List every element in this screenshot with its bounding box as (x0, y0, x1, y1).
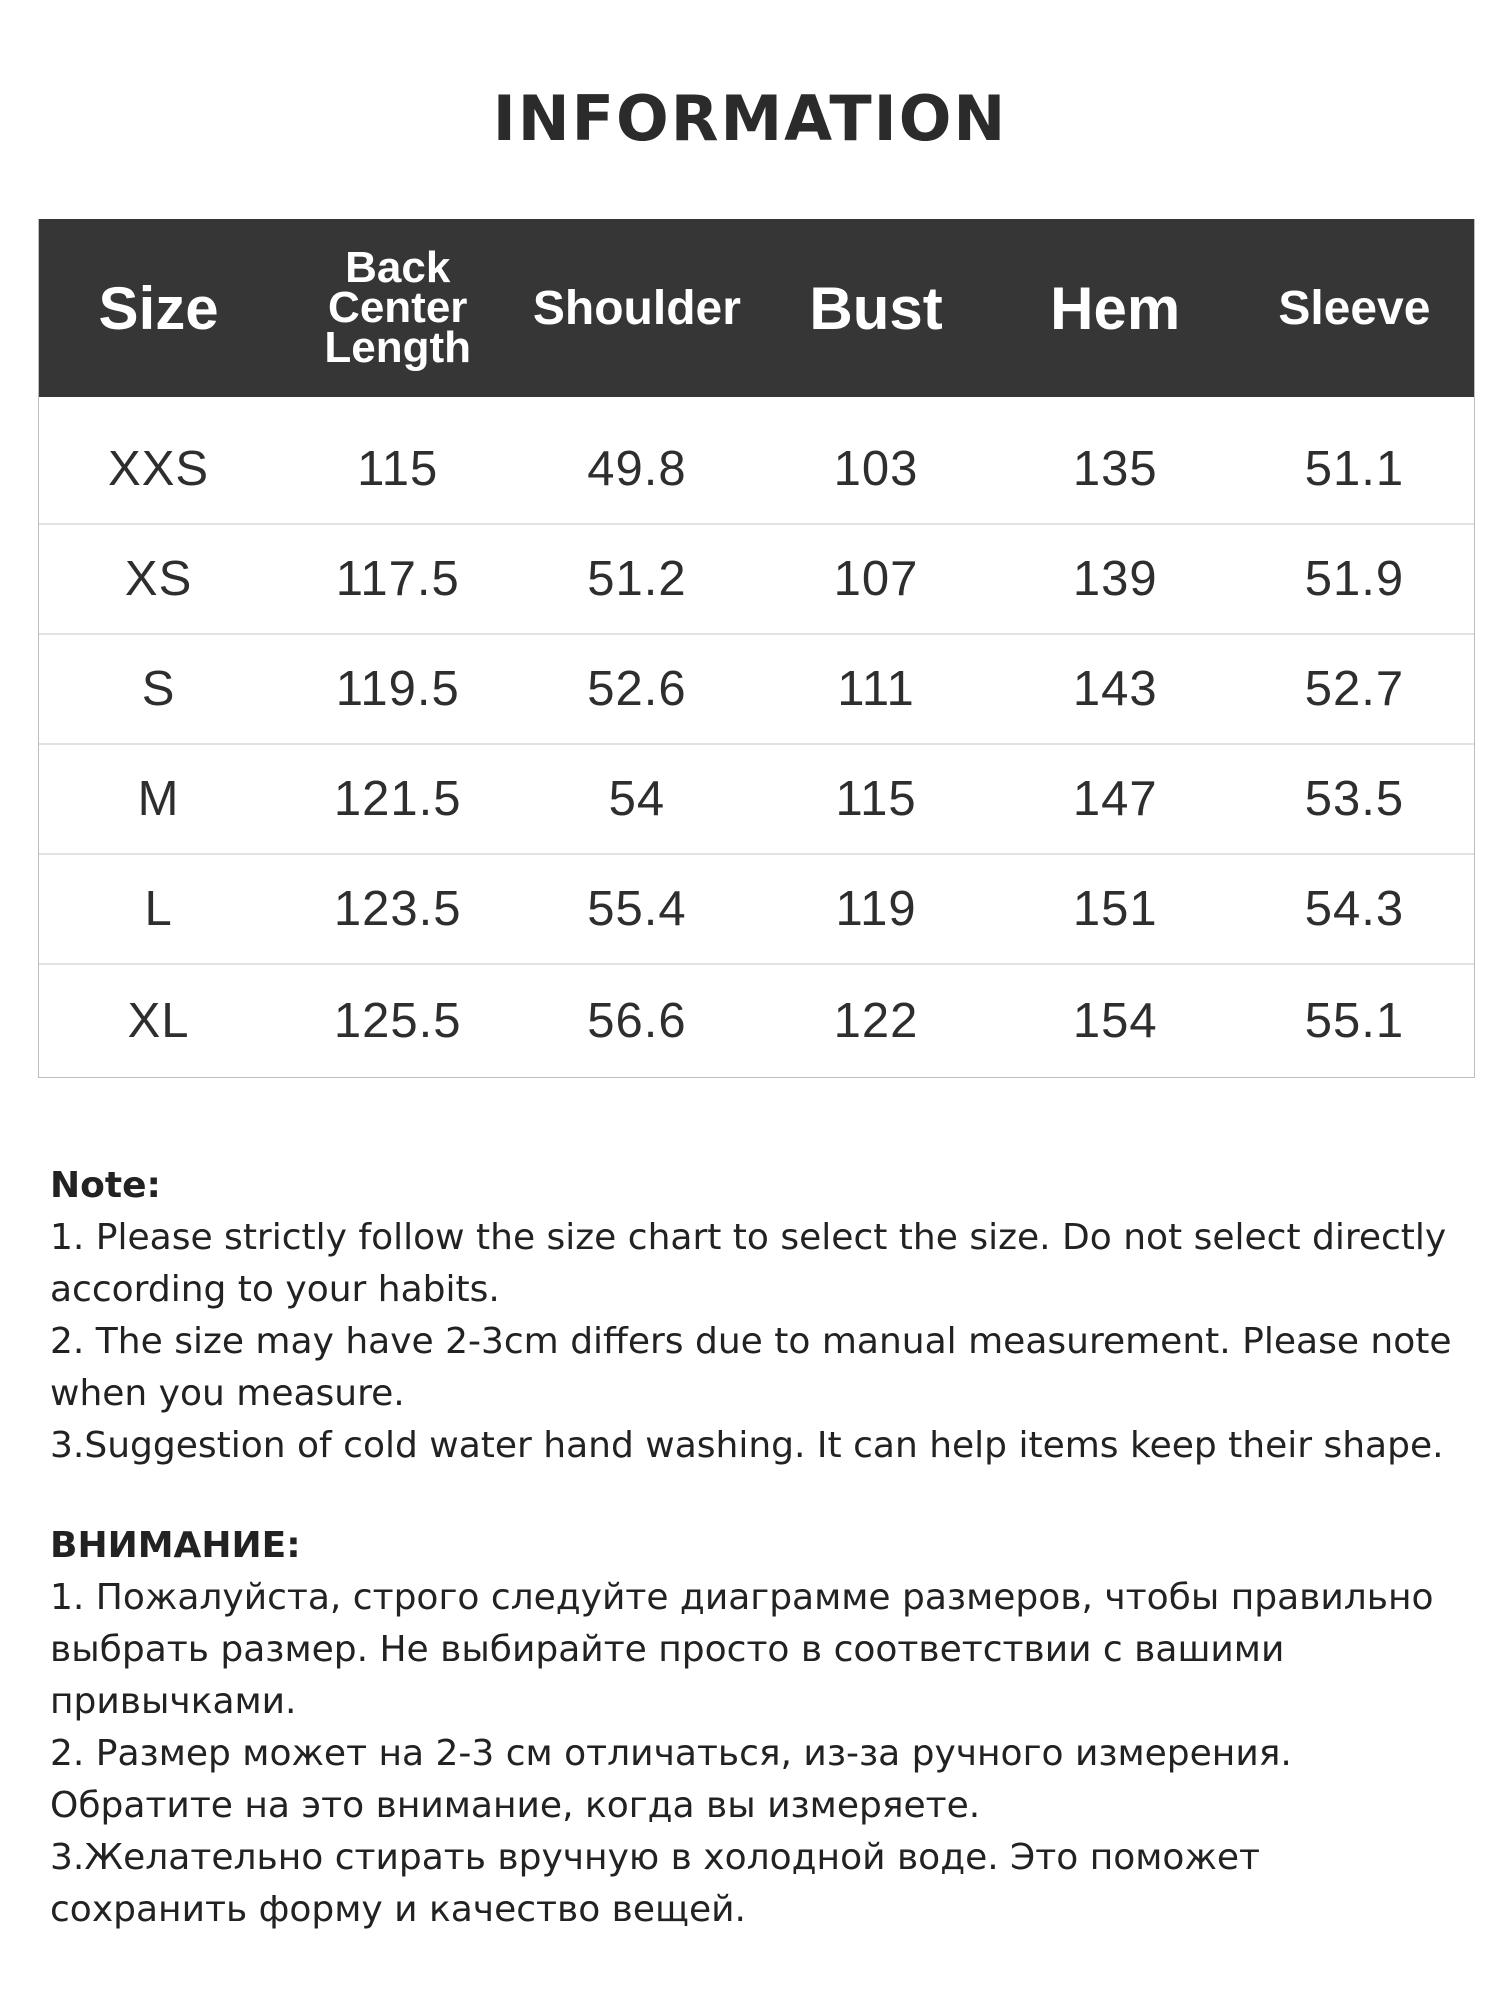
measurement-cell: 107 (756, 524, 995, 634)
measurement-cell: 115 (278, 415, 517, 524)
measurement-cell: 151 (996, 854, 1235, 964)
measurement-cell: 121.5 (278, 744, 517, 854)
size-cell: XXS (39, 415, 278, 524)
measurement-cell: 54 (517, 744, 756, 854)
table-header-row (39, 219, 1474, 397)
note-line: 3.Желательно стирать вручную в холодной воде. Это поможет сохранить форму и качество вещей. (50, 1837, 1260, 1930)
header-sleeve: Sleeve (1278, 281, 1431, 335)
header-hem: Hem (1050, 274, 1181, 342)
page-title: INFORMATION (492, 82, 1008, 155)
measurement-cell: 55.4 (517, 854, 756, 964)
size-cell: XL (127, 994, 190, 1048)
table-row (39, 524, 1474, 634)
measurement-cell: 122 (833, 994, 919, 1048)
table-row (39, 964, 1474, 1077)
measurement-cell: 111 (756, 634, 995, 744)
measurement-cell: 55.1 (1304, 994, 1405, 1048)
measurement-cell: 51.1 (1235, 415, 1474, 524)
measurement-cell: 56.6 (587, 994, 687, 1048)
note-english (50, 1160, 1460, 1472)
measurement-cell: 147 (996, 744, 1235, 854)
measurement-cell: 139 (996, 524, 1235, 634)
size-chart (38, 219, 1475, 1078)
measurement-cell: 123.5 (278, 854, 517, 964)
table-row (39, 415, 1474, 524)
note-line: 1. Пожалуйста, строго следуйте диаграмме размеров, чтобы правильно выбрать размер. Не выбирайте просто в соответствии с вашими привычками. (50, 1577, 1434, 1722)
measurement-cell: 51.2 (517, 524, 756, 634)
table-row (39, 744, 1474, 854)
measurement-cell: 135 (996, 415, 1235, 524)
size-cell: XS (39, 524, 278, 634)
size-table (39, 219, 1474, 1077)
measurement-cell: 54.3 (1235, 854, 1474, 964)
measurement-cell: 52.6 (517, 634, 756, 744)
header-shoulder: Shoulder (532, 281, 741, 335)
measurement-cell: 143 (996, 634, 1235, 744)
measurement-cell: 125.5 (333, 994, 462, 1048)
size-cell: M (39, 744, 278, 854)
note-line: 1. Please strictly follow the size chart to select the size. Do not select directly according to your habits. (50, 1217, 1447, 1310)
measurement-cell: 49.8 (517, 415, 756, 524)
note-heading: ВНИМАНИЕ: (50, 1525, 301, 1566)
measurement-cell: 52.7 (1235, 634, 1474, 744)
measurement-cell: 119.5 (278, 634, 517, 744)
size-cell: L (39, 854, 278, 964)
measurement-cell: 115 (756, 744, 995, 854)
measurement-cell: 51.9 (1235, 524, 1474, 634)
table-row (39, 854, 1474, 964)
note-line: 2. The size may have 2-3cm differs due to manual measurement. Please note when you measure. (50, 1321, 1452, 1414)
measurement-cell: 119 (756, 854, 995, 964)
note-line: 2. Размер может на 2-3 см отличаться, из-за ручного измерения. Обратите на это внимание, когда вы измеряете. (50, 1733, 1292, 1826)
header-bust: Bust (809, 274, 943, 342)
header-back-center-length: Back Center Length (324, 243, 472, 372)
measurement-cell: 103 (756, 415, 995, 524)
measurement-cell: 117.5 (278, 524, 517, 634)
size-cell: S (39, 634, 278, 744)
note-line: 3.Suggestion of cold water hand washing. It can help items keep their shape. (50, 1425, 1444, 1466)
measurement-cell: 154 (1072, 994, 1158, 1048)
measurement-cell: 53.5 (1235, 744, 1474, 854)
note-heading: Note: (50, 1165, 161, 1206)
table-row (39, 634, 1474, 744)
note-russian (50, 1520, 1460, 1936)
header-size: Size (98, 274, 219, 342)
